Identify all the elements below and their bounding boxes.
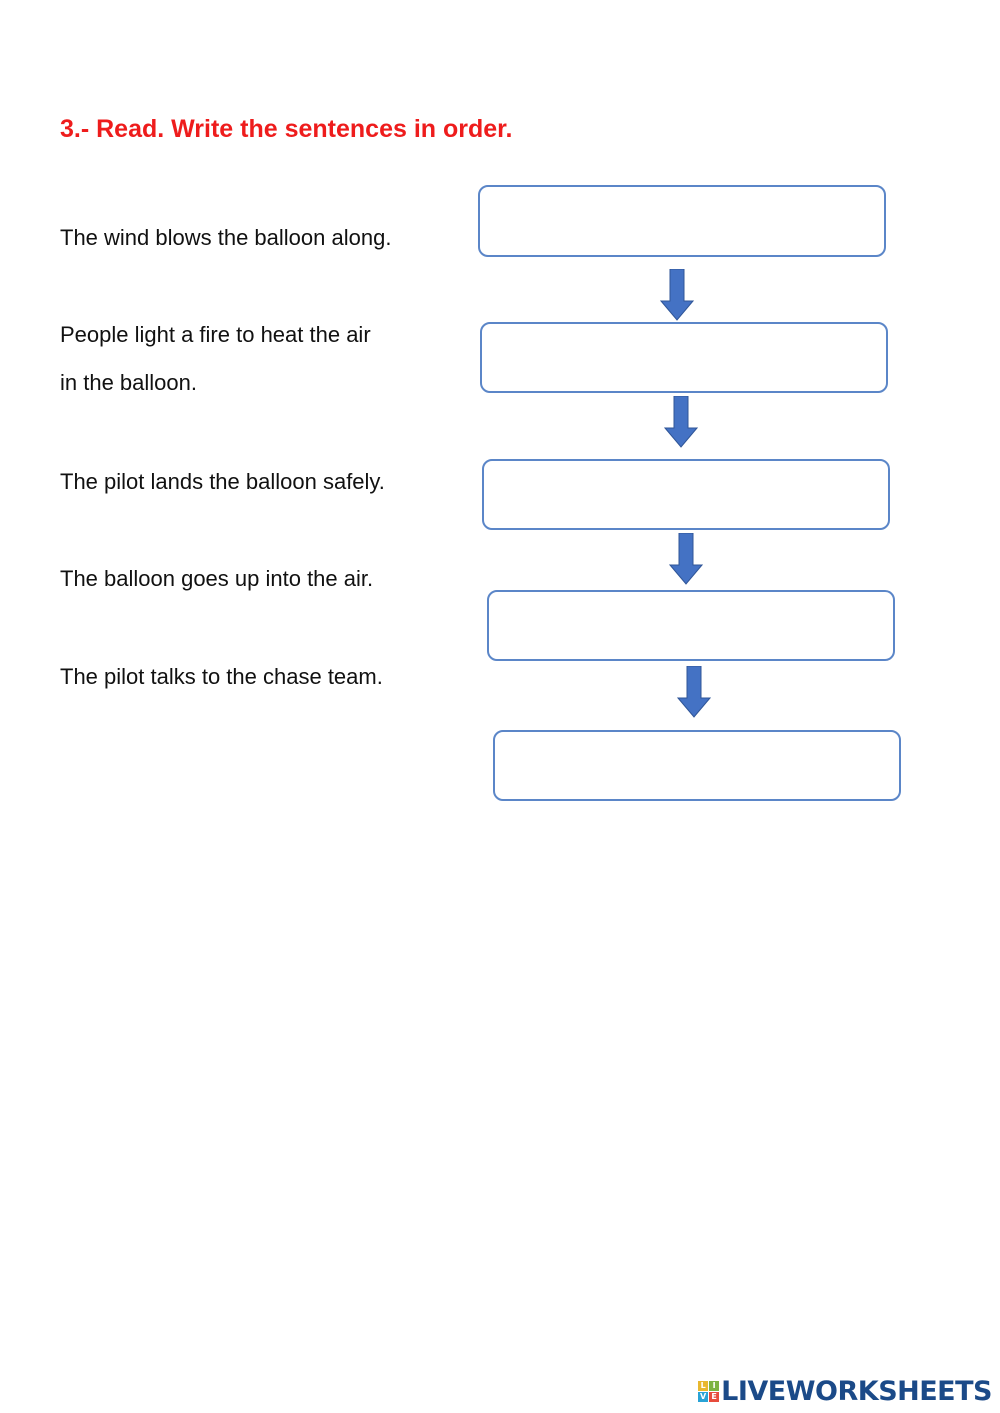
sentence-item: The pilot lands the balloon safely. <box>60 469 385 494</box>
sentence-item: The wind blows the balloon along. <box>60 225 392 250</box>
answer-box-5[interactable] <box>493 730 901 801</box>
sentence-item: People light a fire to heat the air <box>60 322 371 347</box>
sentence-item: The pilot talks to the chase team. <box>60 664 383 689</box>
arrow-down-icon <box>677 666 711 718</box>
arrow-down-icon <box>664 396 698 448</box>
answer-input-1[interactable] <box>480 187 884 255</box>
exercise-heading: 3.- Read. Write the sentences in order. <box>60 115 513 143</box>
liveworksheets-logo-icon: L I V E <box>698 1381 719 1402</box>
answer-box-2[interactable] <box>480 322 888 393</box>
answer-input-3[interactable] <box>484 461 888 528</box>
answer-box-1[interactable] <box>478 185 886 257</box>
logo-wordmark: LIVEWORKSHEETS <box>721 1376 992 1407</box>
answer-input-2[interactable] <box>482 324 886 391</box>
answer-input-5[interactable] <box>495 732 899 799</box>
sentence-item: The balloon goes up into the air. <box>60 566 374 591</box>
sentence-item-continued: in the balloon. <box>60 370 197 395</box>
answer-input-4[interactable] <box>489 592 893 659</box>
arrow-down-icon <box>669 533 703 585</box>
arrow-down-icon <box>660 269 694 321</box>
answer-box-3[interactable] <box>482 459 890 530</box>
liveworksheets-logo <box>698 1376 992 1407</box>
answer-box-4[interactable] <box>487 590 895 661</box>
